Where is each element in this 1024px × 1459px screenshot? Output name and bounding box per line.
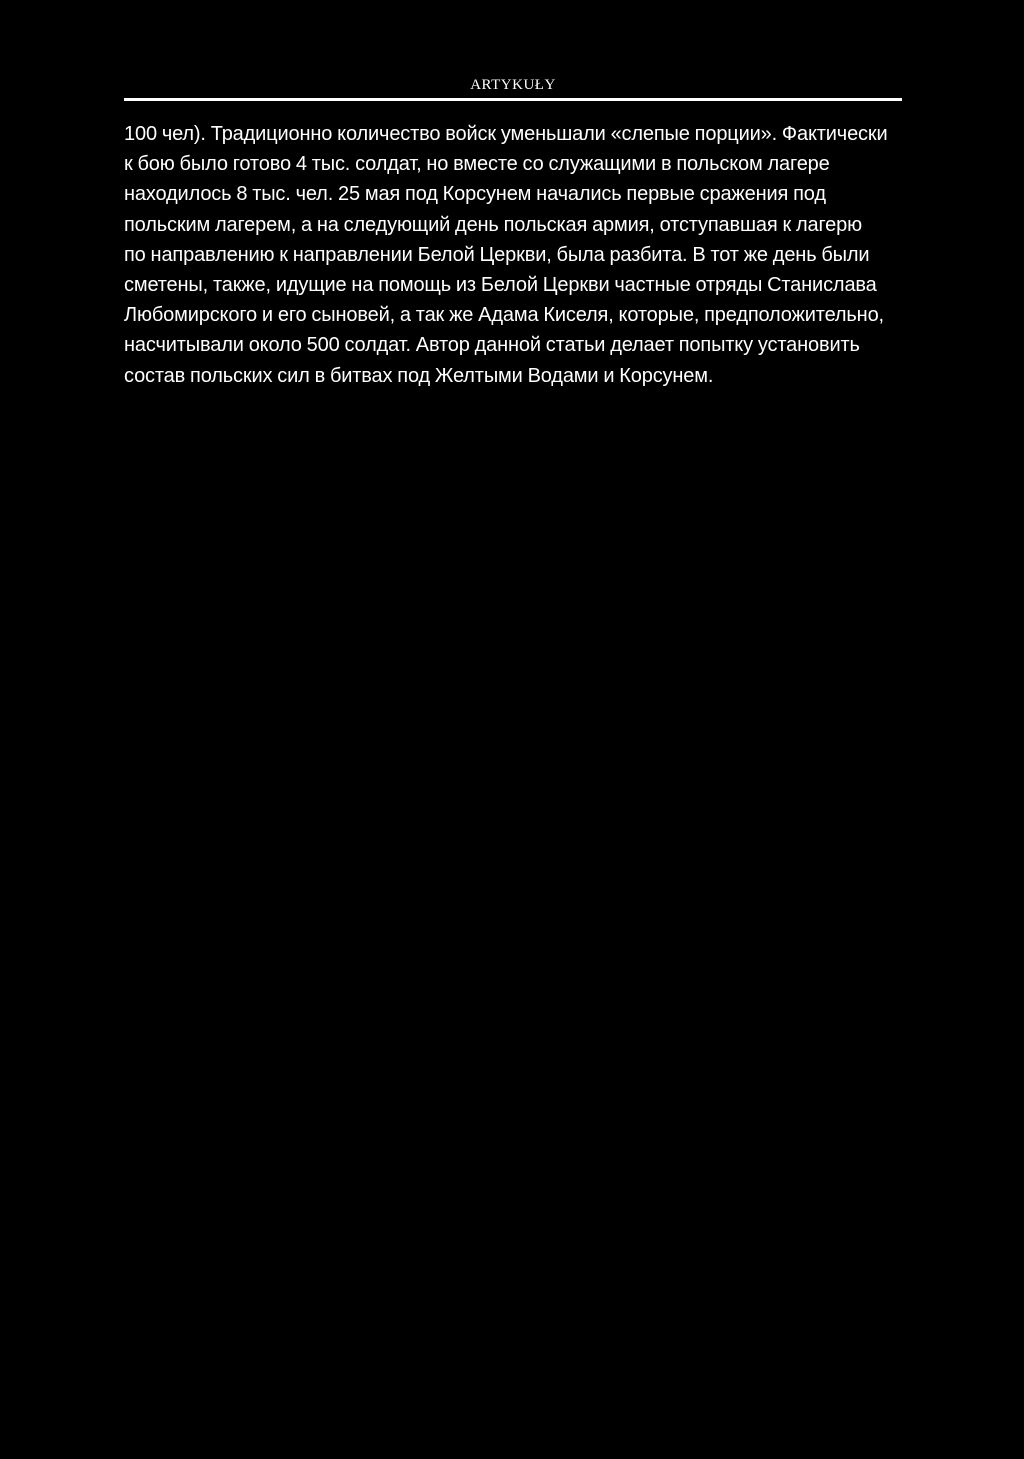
paragraph-line: состав польских сил в битвах под Желтыми Водами и Корсунем.: [124, 364, 714, 387]
paragraph-line: насчитывали около 500 солдат. Автор данной статьи делает попытку установить: [124, 334, 860, 357]
paragraph-line: находилось 8 тыс. чел. 25 мая под Корсунем начались первые сражения под: [124, 183, 826, 206]
header-rule: [124, 98, 902, 101]
page: [124, 0, 902, 391]
article-paragraph: [124, 119, 902, 391]
paragraph-line: сметены, также, идущие на помощь из Белой Церкви частные отряды Станислава: [124, 274, 877, 297]
paragraph-line: 100 чел). Традиционно количество войск уменьшали «слепые порции». Фактически: [124, 123, 888, 145]
paragraph-line: Любомирского и его сыновей, а так же Адама Киселя, которые, предположительно,: [124, 304, 884, 327]
paragraph-line: к бою было готово 4 тыс. солдат, но вместе со служащими в польском лагере: [124, 153, 830, 176]
paragraph-line: польским лагерем, а на следующий день польская армия, отступавшая к лагерю: [124, 213, 862, 236]
paragraph-line: по направлению к направлении Белой Церкви, была разбита. В тот же день были: [124, 243, 870, 266]
running-head-section-label: ARTYKUŁY: [470, 77, 556, 93]
